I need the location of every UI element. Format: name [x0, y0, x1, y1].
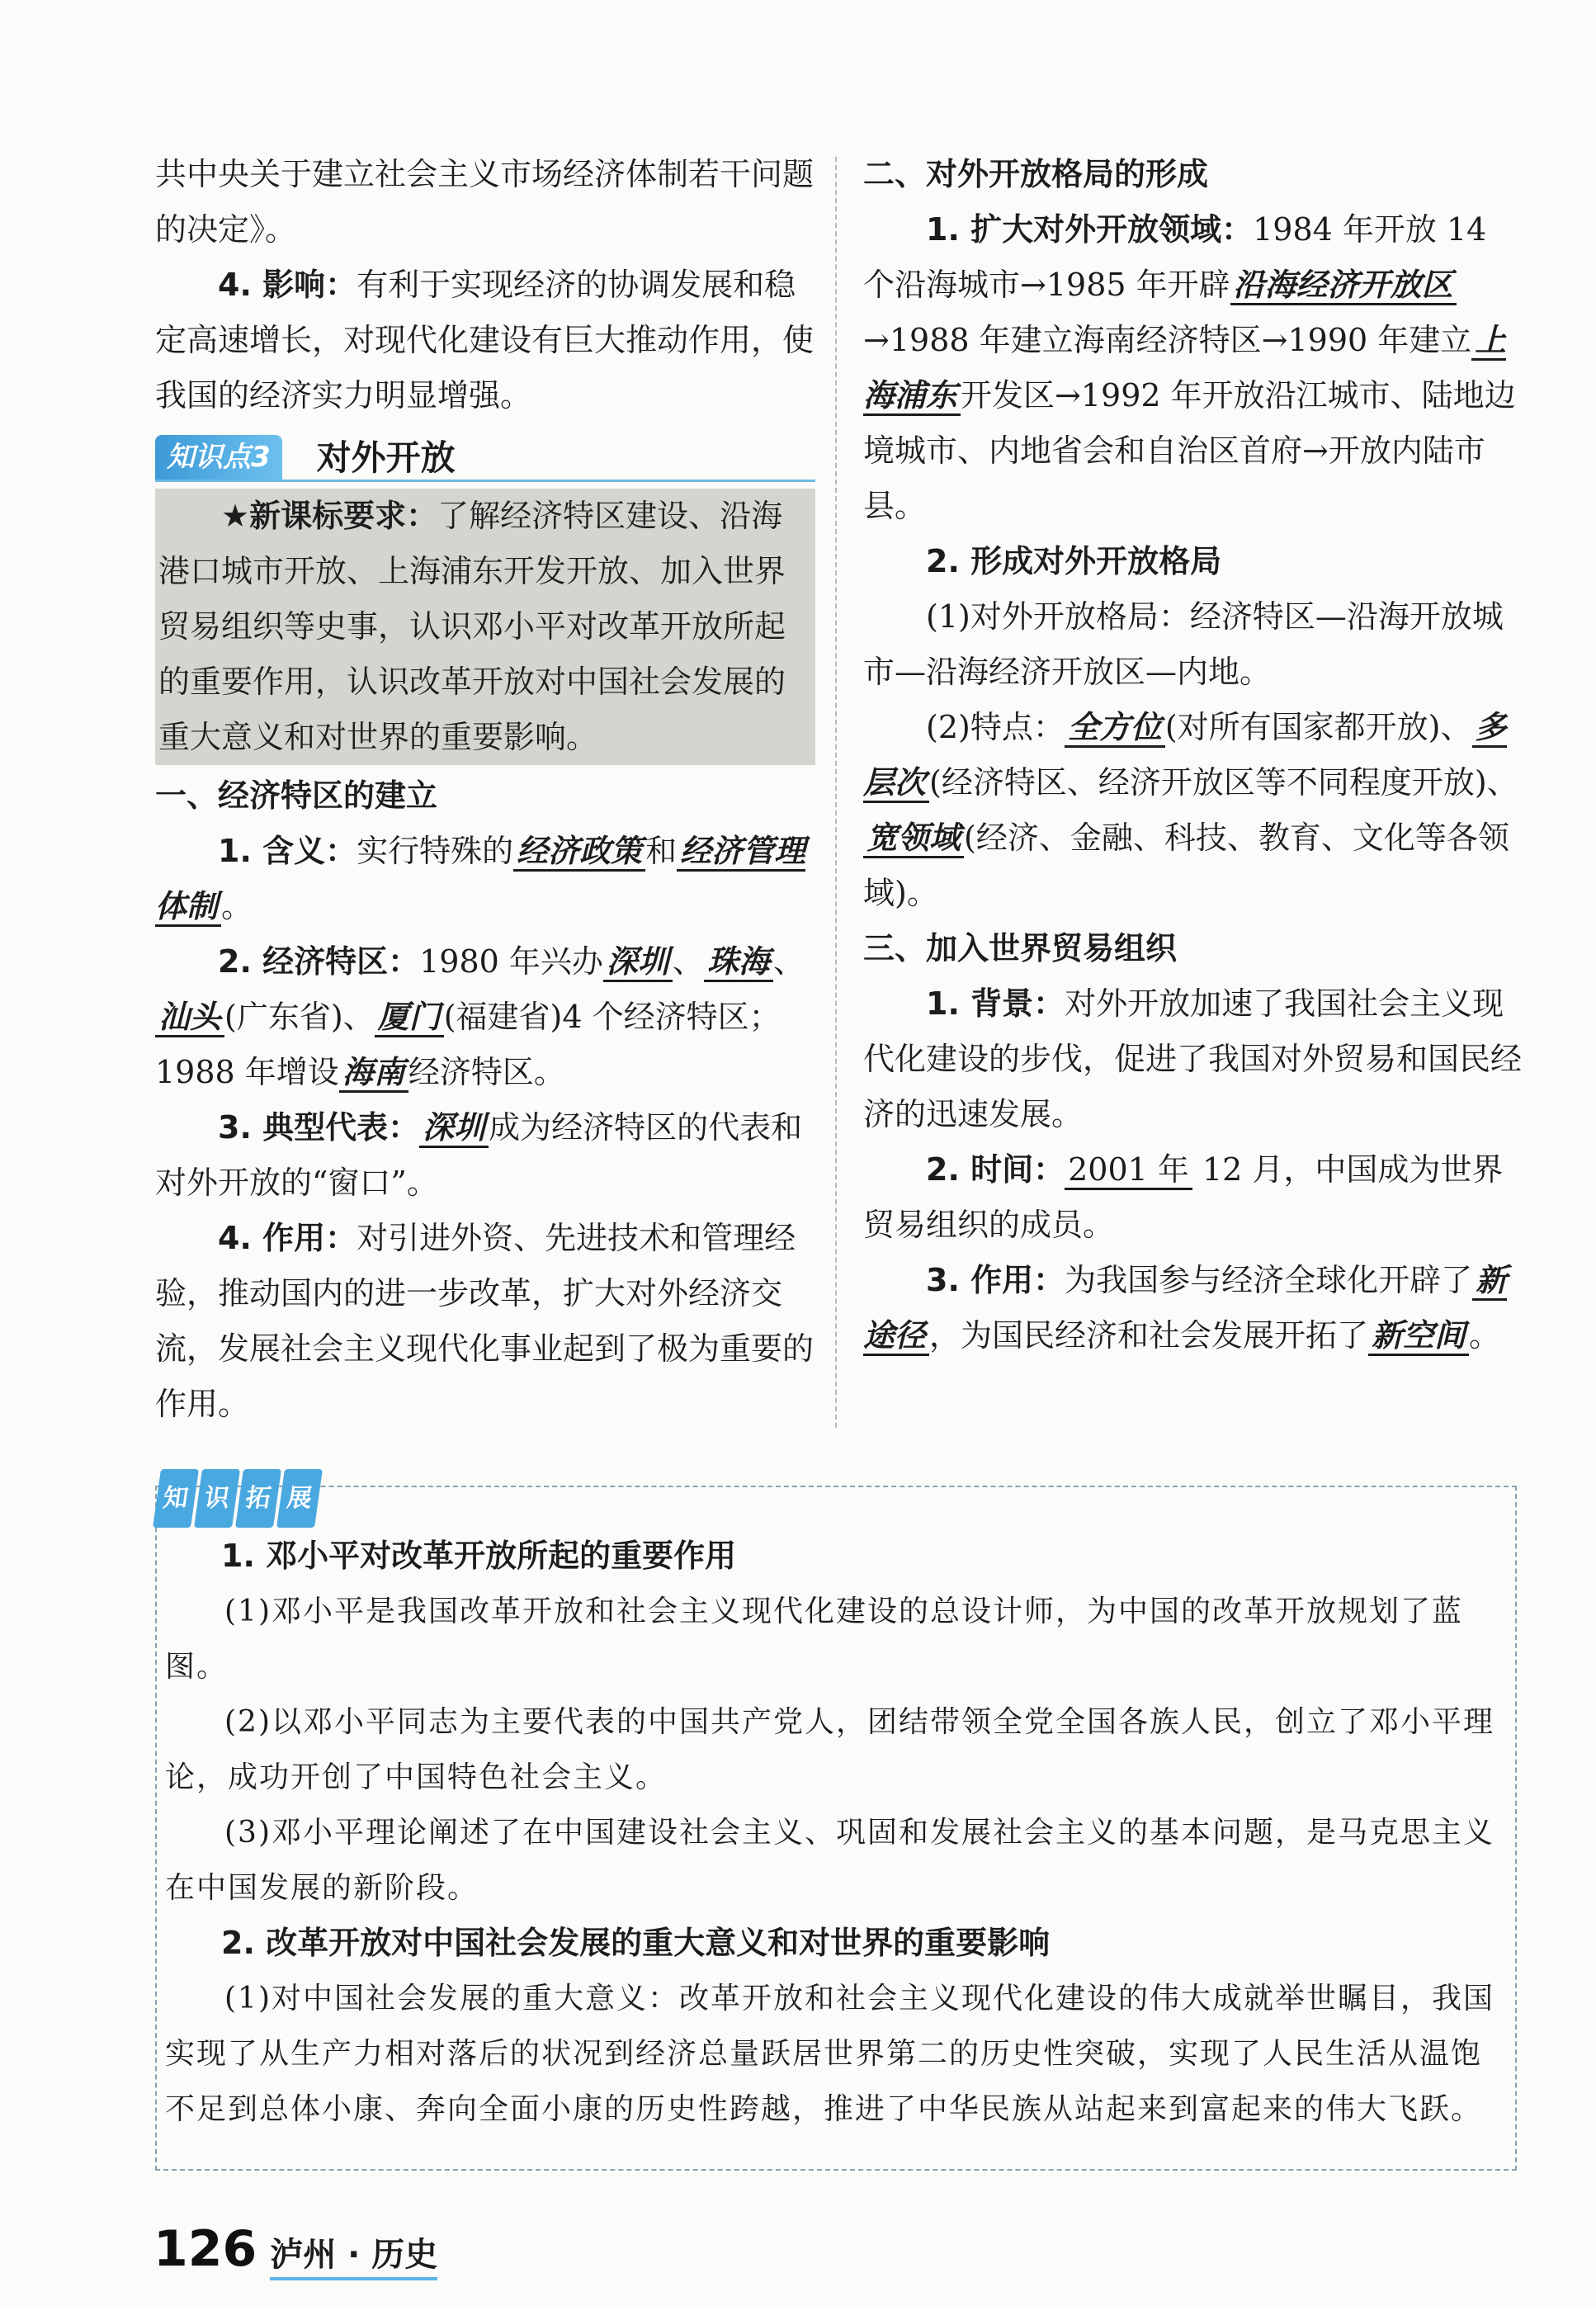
extension-heading-reform: 2. 改革开放对中国社会发展的重大意义和对世界的重要影响 — [221, 1925, 1051, 1961]
pattern-description: (1)对外开放格局：经济特区—沿海开放城市—沿海经济开放区—内地。 — [863, 598, 1504, 690]
pattern-features — [863, 700, 1523, 921]
background-label: 1. 背景： — [926, 985, 1065, 1022]
section-heading-special-zones: 一、经济特区的建立 — [155, 777, 438, 814]
knowledge-point-tag: 知识点3 — [155, 435, 282, 480]
item-meaning — [155, 824, 815, 934]
page-number: 126 — [153, 2220, 257, 2278]
blank-answer: 汕头 — [155, 999, 224, 1037]
blank-answer: 经济管理体制 — [155, 833, 805, 927]
section-heading-opening-pattern: 二、对外开放格局的形成 — [863, 156, 1209, 192]
background-text: 对外开放加速了我国社会主义现代化建设的步伐，促进了我国对外贸易和国民经济的迅速发展。 — [863, 985, 1523, 1132]
paragraph-influence — [155, 258, 815, 423]
wto-effect-text: ，为国民经济和社会发展开拓了 — [929, 1317, 1369, 1354]
extension-tag-char: 知 — [153, 1469, 199, 1528]
item-wto-effect — [863, 1253, 1523, 1363]
page-footer — [153, 2220, 437, 2280]
extension-tag-char: 拓 — [235, 1469, 281, 1528]
blank-answer: 新空间 — [1368, 1317, 1469, 1356]
blank-answer: 厦门 — [375, 999, 444, 1037]
representative-text: 成为经济特区的代表和对外开放的“窗口”。 — [155, 1109, 803, 1201]
special-zones-label: 2. 经济特区： — [218, 943, 420, 980]
item-effect — [155, 1211, 815, 1432]
meaning-label: 1. 含义： — [218, 833, 357, 869]
influence-label: 4. 影响： — [218, 267, 357, 303]
extension-tag-char: 展 — [276, 1469, 323, 1528]
form-pattern-label: 2. 形成对外开放格局 — [926, 543, 1222, 579]
knowledge-point-title: 对外开放 — [316, 437, 456, 478]
column-divider — [835, 157, 837, 1428]
features-text: (2)特点： — [926, 709, 1065, 745]
expand-text: 1984 年开放 14 个沿海城市→1985 年开辟 — [863, 211, 1487, 303]
item-time — [863, 1142, 1523, 1253]
extension-paragraph: (1)邓小平是我国改革开放和社会主义现代化建设的总设计师，为中国的改革开放规划了蓝图。 — [165, 1595, 1463, 1684]
wto-effect-label: 3. 作用： — [926, 1262, 1065, 1298]
expand-text: →1988 年建立海南经济特区→1990 年建立 — [863, 322, 1472, 358]
special-zones-text: 经济特区。 — [408, 1054, 565, 1090]
right-column — [863, 147, 1523, 1363]
influence-text: 有利于实现经济的协调发展和稳定高速增长，对现代化建设有巨大推动作用，使我国的经济实力明显增强。 — [155, 267, 815, 413]
item-background — [863, 976, 1523, 1142]
curriculum-standard-label: ★新课标要求： — [221, 498, 438, 534]
time-label: 2. 时间： — [926, 1151, 1065, 1188]
extension-paragraph: (2)以邓小平同志为主要代表的中国共产党人，团结带领全党全国各族人民，创立了邓小平理论，成功开创了中国特色社会主义。 — [165, 1705, 1494, 1794]
blank-answer: 2001 年 — [1065, 1151, 1192, 1190]
curriculum-standard-text: 了解经济特区建设、沿海港口城市开放、上海浦东开发开放、加入世界贸易组织等史事，认识邓小平对改革开放所起的重要作用，认识改革开放对中国社会发展的重大意义和对世界的重要影响。 — [158, 498, 786, 755]
left-column — [155, 147, 815, 1432]
representative-label: 3. 典型代表： — [218, 1109, 420, 1146]
features-text: (经济、金融、科技、教育、文化等各领域)。 — [863, 820, 1509, 911]
blank-answer: 珠海 — [704, 943, 773, 982]
knowledge-point-header — [155, 432, 815, 482]
special-zones-text: 、 — [672, 943, 704, 980]
special-zones-text: (福建省)4 个经济特区；1988 年增设 — [155, 999, 781, 1090]
extension-heading-deng: 1. 邓小平对改革开放所起的重要作用 — [221, 1538, 737, 1574]
effect-text: 对引进外资、先进技术和管理经验，推动国内的进一步改革，扩大对外经济交流，发展社会主义现代化事业起到了极为重要的作用。 — [155, 1220, 815, 1422]
features-text: (经济特区、经济开放区等不同程度开放)、 — [929, 764, 1518, 801]
meaning-text: 。 — [221, 888, 253, 924]
special-zones-text: (广东省)、 — [224, 999, 375, 1035]
extension-tag-char: 识 — [194, 1469, 240, 1528]
extension-paragraph: (1)对中国社会发展的重大意义：改革开放和社会主义现代化建设的伟大成就举世瞩目，我国实现了从生产力相对落后的状况到经济总量跃居世界第二的历史性突破，实现了人民生活从温饱不足到总体小康、奔向全面小康的历史性跨越，推进了中华民族从站起来到富起来的伟大飞跃。 — [165, 1982, 1494, 2126]
blank-answer: 经济政策 — [513, 833, 645, 872]
expand-text: 开发区→1992 年开放沿江城市、陆地边境城市、内地省会和自治区首府→开放内陆市县。 — [863, 377, 1516, 524]
item-special-zones — [155, 934, 815, 1100]
paragraph-decision: 共中央关于建立社会主义市场经济体制若干问题的决定》。 — [155, 156, 815, 248]
blank-answer: 深圳 — [419, 1109, 489, 1148]
knowledge-extension-box — [155, 1486, 1517, 2171]
section-heading-wto: 三、加入世界贸易组织 — [863, 930, 1178, 966]
curriculum-standard-box — [155, 489, 815, 765]
blank-answer: 深圳 — [603, 943, 673, 982]
extension-paragraph: (3)邓小平理论阐述了在中国建设社会主义、巩固和发展社会主义的基本问题，是马克思主义在中国发展的新阶段。 — [165, 1816, 1494, 1905]
blank-answer: 新途径 — [863, 1262, 1507, 1356]
meaning-text: 和 — [645, 833, 678, 869]
blank-answer: 沿海经济开放区 — [1230, 267, 1457, 305]
item-expand-opening — [863, 202, 1523, 534]
book-subtitle: 泸州 · 历史 — [270, 2228, 437, 2280]
blank-answer: 上海浦东 — [863, 322, 1506, 416]
effect-label: 4. 作用： — [218, 1220, 357, 1256]
wto-effect-text: 为我国参与经济全球化开辟了 — [1065, 1262, 1473, 1298]
blank-answer: 全方位 — [1065, 709, 1165, 748]
features-text: (对所有国家都开放)、 — [1164, 709, 1472, 745]
item-form-pattern — [863, 534, 1523, 589]
item-typical-representative — [155, 1100, 815, 1211]
wto-effect-text: 。 — [1469, 1317, 1501, 1354]
special-zones-text: 、 — [772, 943, 805, 980]
knowledge-extension-tag — [157, 1469, 319, 1528]
special-zones-text: 1980 年兴办 — [419, 943, 603, 980]
time-text: 12 月，中国成为世界贸易组织的成员。 — [863, 1151, 1504, 1243]
blank-answer: 海南 — [339, 1054, 408, 1093]
blank-answer: 宽领域 — [863, 820, 964, 858]
blank-answer: 多层次 — [863, 709, 1507, 803]
meaning-text: 实行特殊的 — [357, 833, 514, 869]
expand-label: 1. 扩大对外开放领域： — [926, 211, 1254, 248]
